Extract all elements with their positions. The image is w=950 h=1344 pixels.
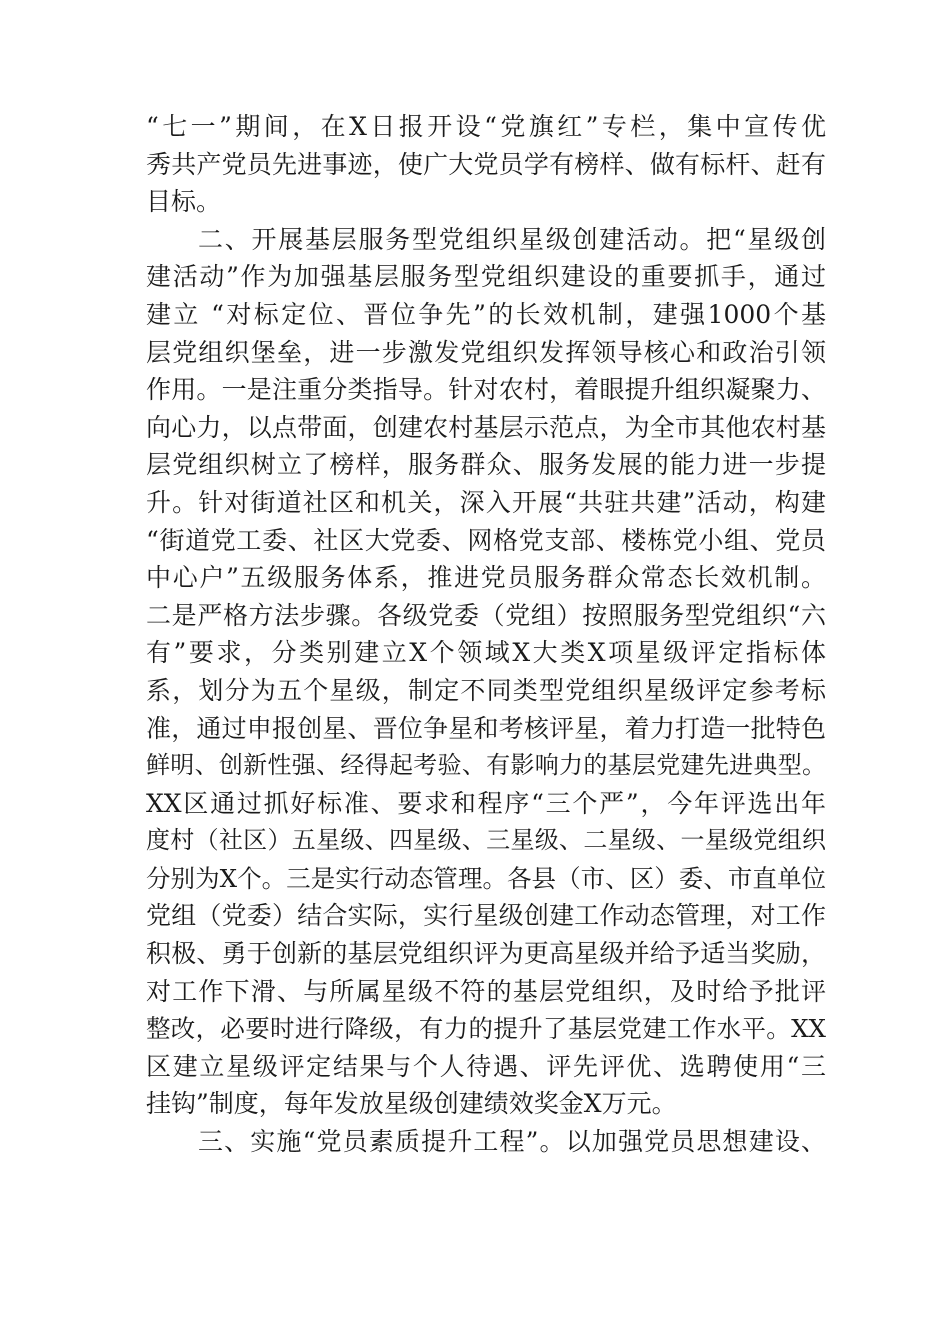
body-text — [146, 108, 826, 1161]
text-line: 积极、勇于创新的基层党组织评为更高星级并给予适当奖励， — [146, 939, 826, 969]
text-line: 挂钩”制度，每年发放星级创建绩效奖金X万元。 — [146, 1089, 677, 1119]
text-line: 度村（社区）五星级、四星级、三星级、二星级、一星级党组织 — [146, 826, 826, 855]
text-line: 作用。一是注重分类指导。针对农村，着眼提升组织凝聚力、 — [146, 375, 826, 405]
text-line: 三、实施“党员素质提升工程”。以加强党员思想建设、 — [198, 1127, 826, 1157]
text-line: XX区通过抓好标准、要求和程序“三个严”，今年评选出年 — [146, 788, 826, 818]
text-line: 建活动”作为加强基层服务型党组织建设的重要抓手，通过 — [146, 262, 826, 292]
text-line: “七一”期间，在X日报开设“党旗红”专栏，集中宣传优 — [146, 112, 826, 141]
text-line: 对工作下滑、与所属星级不符的基层党组织，及时给予批评 — [146, 976, 826, 1006]
text-line: 系，划分为五个星级，制定不同类型党组织星级评定参考标 — [146, 675, 826, 705]
text-line: 中心户”五级服务体系，推进党员服务群众常态长效机制。 — [146, 563, 826, 593]
text-line: 升。针对街道社区和机关，深入开展“共驻共建”活动，构建 — [146, 487, 826, 517]
text-line: 目标。 — [146, 187, 222, 217]
text-line: 党组（党委）结合实际，实行星级创建工作动态管理，对工作 — [146, 901, 826, 931]
text-line: 二、开展基层服务型党组织星级创建活动。把“星级创 — [198, 224, 826, 254]
text-line: 建立 “对标定位、晋位争先”的长效机制，建强1000个基 — [146, 299, 826, 329]
text-line: 二是严格方法步骤。各级党委（党组）按照服务型党组织“六 — [146, 600, 826, 630]
text-line: 有”要求，分类别建立X个领域X大类X项星级评定指标体 — [146, 638, 826, 668]
text-line: “街道党工委、社区大党委、网格党支部、楼栋党小组、党员 — [146, 525, 826, 555]
text-line: 鲜明、创新性强、经得起考验、有影响力的基层党建先进典型。 — [146, 751, 826, 780]
text-line: 准，通过申报创星、晋位争星和考核评星，着力打造一批特色 — [146, 713, 826, 743]
text-line: 分别为X个。三是实行动态管理。各县（市、区）委、市直单位 — [146, 863, 826, 893]
text-line: 层党组织树立了榜样，服务群众、服务发展的能力进一步提 — [146, 450, 826, 480]
text-line: 向心力，以点带面，创建农村基层示范点，为全市其他农村基 — [146, 412, 826, 442]
text-line: 秀共产党员先进事迹，使广大党员学有榜样、做有标杆、赶有 — [146, 149, 826, 179]
text-line: 层党组织堡垒，进一步激发党组织发挥领导核心和政治引领 — [146, 337, 826, 367]
text-line: 区建立星级评定结果与个人待遇、评先评优、选聘使用“三 — [146, 1051, 826, 1081]
text-line: 整改，必要时进行降级，有力的提升了基层党建工作水平。XX — [146, 1014, 826, 1044]
